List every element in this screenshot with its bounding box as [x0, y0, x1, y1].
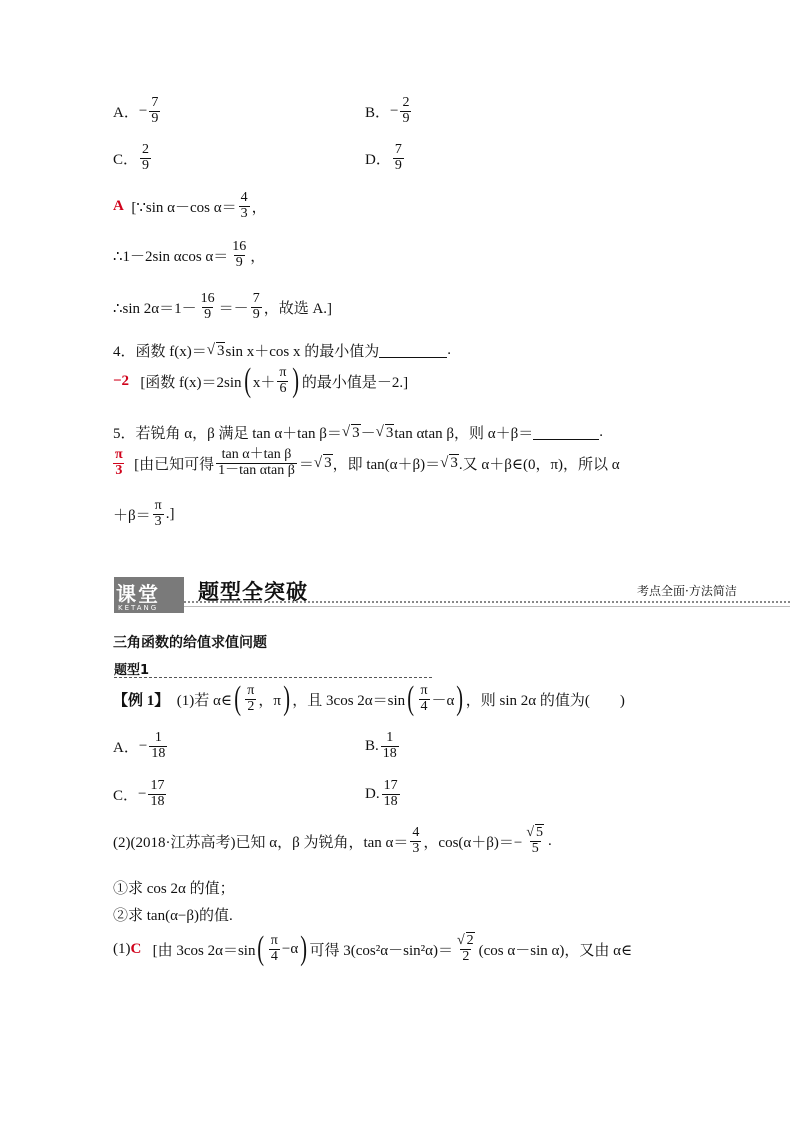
example1-stem: 【例 1】 (1)若 α∈ ( $\frac{\pi}{2}$ ，π ) ，且 3cos 2α＝sin ( $\frac{\pi}{4}$ －α ) ，则 sin 2α 的值为( ) [113, 680, 625, 717]
banner-divider [184, 601, 790, 603]
q3-solution-line3: ∴sin 2α＝1－ $\frac{16}{9}$ ＝－ $\frac{7}{9}$ ，故选 A.] [113, 291, 333, 322]
banner-main-label: 课堂 [116, 582, 160, 606]
q3-option-d: D． $\frac{7}{9}$ [365, 142, 402, 173]
q3-solution-line2: ∴1－2sin αcos α＝ $\frac{16}{9}$ ， [113, 239, 266, 270]
example1-option-a: A． − $\frac{1}{18}$ [113, 730, 166, 761]
banner-sub-label: KETANG [118, 604, 159, 612]
q4-solution: −2 [函数 f(x)＝2sin ( x＋ $\frac{\pi}{6}$ ) 的最小值是－2.] [113, 362, 409, 399]
q5-stem: 5．若锐角 α，β 满足 tan α＋tan β＝ √ 3 － √ 3 tan αtan β，则 α＋β＝ . [113, 424, 604, 442]
example1-label: 【例 1】 [113, 692, 170, 709]
example1-option-b: B. $\frac{1}{18}$ [365, 730, 397, 761]
q5-answer-blank[interactable] [533, 425, 599, 440]
example1-option-d: D. $\frac{17}{18}$ [365, 778, 398, 809]
example1-solution: (1) C [由 3cos 2α＝sin ( $\frac{\pi}{4}$ −α ) 可得 3(cos²α－sin²α)＝ $\frac{√ 2}{2}$ (cos α－sin α)，又由 α∈ [113, 930, 633, 967]
q3-option-a: A． − $\frac{7}{9}$ [113, 95, 159, 126]
example1-q2: ②求 tan(α−β)的值. [113, 908, 233, 924]
section-heading: 三角函数的给值求值问题 [113, 635, 267, 651]
q5-solution-line1: $\frac{\pi}{3}$ [由已知可得 $\frac{\text{tan α＋tan β}}{\text{1－tan αtan β}}$ ＝ √ 3 ，即 tan(α＋β)＝ √ 3 .又 α＋β∈(0，π)，所以 α [115, 447, 620, 478]
q3-answer: A [113, 197, 124, 214]
q3-option-b: B． − $\frac{2}{9}$ [365, 95, 410, 126]
q4-answer-blank[interactable] [379, 343, 447, 358]
example1-option-c: C． − $\frac{17}{18}$ [113, 778, 165, 809]
type-tag: 题型1 [114, 663, 150, 678]
example1-answer: C [130, 940, 142, 957]
example1-part2: (2)(2018·江苏高考)已知 α，β 为锐角，tan α＝ $\frac{4}{3}$ ，cos(α＋β)＝− $\frac{√ 5}{5}$ . [113, 825, 552, 856]
example1-q1: ①求 cos 2α 的值； [113, 881, 235, 897]
q4-answer: −2 [113, 372, 130, 389]
banner-tagline: 考点全面·方法简洁 [637, 584, 737, 598]
q5-solution-line2: ＋β＝ $\frac{\pi}{3}$ .] [113, 498, 175, 529]
banner-title: 题型全突破 [198, 580, 308, 604]
type-tag-underline [114, 677, 432, 678]
q3-option-c: C． $\frac{2}{9}$ [113, 142, 150, 173]
q5-answer: $\frac{\pi}{3}$ [115, 447, 123, 478]
banner-divider-solid [184, 606, 790, 607]
q3-solution-line1: A [∵sin α－cos α＝ $\frac{4}{3}$ ， [113, 190, 267, 221]
q4-stem: 4．函数 f(x)＝ √ 3 sin x＋cos x 的最小值为 . [113, 342, 451, 360]
